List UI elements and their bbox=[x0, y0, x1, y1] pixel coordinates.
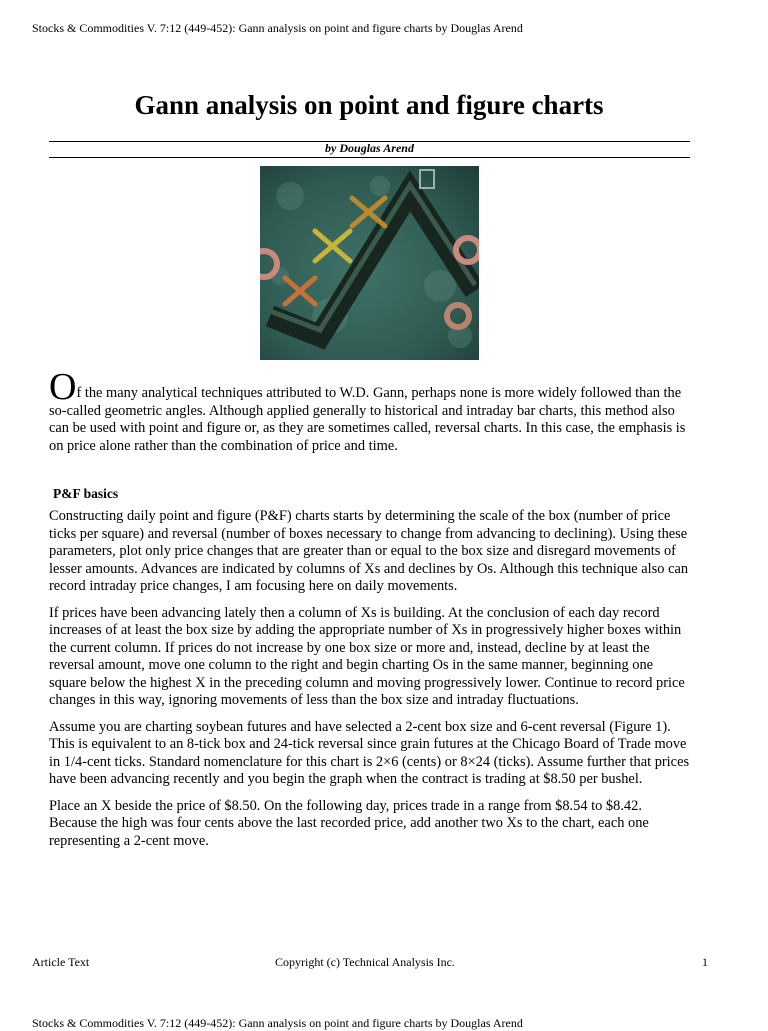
running-header: Stocks & Commodities V. 7:12 (449-452): Gann analysis on point and figure charts by Douglas Arend bbox=[32, 21, 523, 35]
footer-copyright: Copyright (c) Technical Analysis Inc. bbox=[275, 955, 455, 969]
article-title: Gann analysis on point and figure charts bbox=[134, 90, 604, 120]
page-number: 1 bbox=[702, 955, 708, 969]
body-paragraph: Constructing daily point and figure (P&F) charts starts by determining the scale of the box (number of price ticks per square) and reversal (number of boxes necessary to change from advancing to declining). Using these parameters, plot only price changes that are greater than or equal to the box size and disregard movements of lesser amounts. Advances are indicated by columns of Xs and declines by Os. Although this technique also can record intraday price changes, I am focusing here on daily movements. bbox=[49, 508, 689, 594]
drop-cap: O bbox=[49, 366, 77, 408]
next-page-running-header: Stocks & Commodities V. 7:12 (449-452): Gann analysis on point and figure charts by Douglas Arend bbox=[32, 1016, 523, 1030]
body-paragraph: If prices have been advancing lately then a column of Xs is building. At the conclusion of each day record increases of at least the box size by adding the appropriate number of Xs in progressively higher boxes within the current column. If prices do not increase by one box size or more and, instead, decline by at least the reversal amount, move one column to the right and begin charting Os in the same manner, beginning one square below the highest X in the preceding column and moving progressively lower. Continue to record price changes in this way, ignoring movements of less than the box size and intraday fluctuations. bbox=[49, 604, 685, 708]
footer-label: Article Text bbox=[32, 955, 90, 969]
body-paragraph: Place an X beside the price of $8.50. On the following day, prices trade in a range from $8.54 to $8.42. Because the high was four cents above the last recorded price, add another two Xs to the chart, each one representing a 2-cent move. bbox=[49, 797, 649, 849]
article-body bbox=[49, 508, 692, 859]
article-illustration bbox=[260, 166, 479, 360]
byline: by Douglas Arend bbox=[325, 141, 414, 155]
body-paragraph: Assume you are charting soybean futures and have selected a 2-cent box size and 6-cent reversal (Figure 1). This is equivalent to an 8-tick box and 24-tick reversal since grain futures at the Chicago Board of Trade move in 1/4-cent ticks. Standard nomenclature for this chart is 2×6 (cents) or 8×24 (ticks). Assume further that prices have been advancing recently and you begin the graph when the contract is trading at $8.50 per bushel. bbox=[49, 718, 690, 787]
intro-text: f the many analytical techniques attributed to W.D. Gann, perhaps none is more widely followed than the so-called geometric angles. Although applied generally to historical and intraday bar charts, this method also can be used with point and figure or, as they are sometimes called, reversal charts. In this case, the emphasis is on price alone rather than the combination of price and time. bbox=[49, 385, 686, 454]
intro-paragraph bbox=[49, 366, 692, 455]
section-heading: P&F basics bbox=[53, 486, 119, 501]
title-rule-bottom bbox=[49, 157, 690, 158]
